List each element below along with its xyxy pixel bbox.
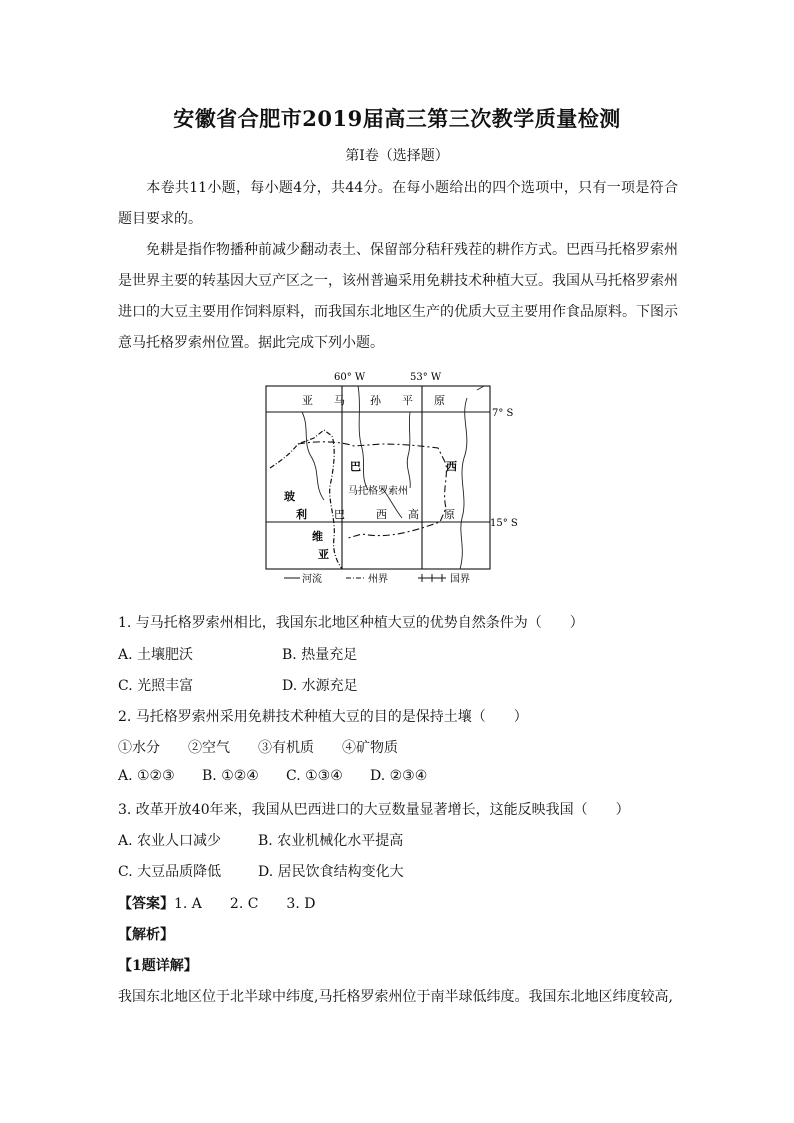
- place-label: 西: [376, 508, 387, 521]
- intro-paragraph: [118, 173, 678, 235]
- legend-state-border: 州界: [368, 574, 388, 585]
- question-3-stem: 3. 改革开放40年来，我国从巴西进口的大豆数量显著增长，这能反映我国（ ）: [118, 802, 630, 818]
- q3-option-d: D. 居民饮食结构变化大: [258, 864, 404, 880]
- place-label: 玻: [284, 490, 295, 503]
- place-label: 原: [434, 394, 445, 407]
- answer-text: 1. A 2. C 3. D: [174, 896, 316, 912]
- passage-paragraph: [118, 235, 678, 359]
- lat-label-15s: 15° S: [490, 518, 518, 529]
- q3-option-a: A. 农业人口减少: [118, 833, 222, 849]
- q1-option-c: C. 光照丰富: [118, 678, 194, 694]
- place-label: 高: [408, 508, 419, 521]
- q2-option-b: B. ①②④: [202, 768, 259, 784]
- q2-option-d: D. ②③④: [370, 768, 428, 784]
- place-label: 西: [446, 460, 457, 473]
- q1-option-a: A. 土壤肥沃: [118, 647, 194, 663]
- lon-label-53w: 53° W: [410, 372, 442, 383]
- place-label: 维: [312, 530, 323, 543]
- national-border: [270, 430, 342, 569]
- legend-national-border: 国界: [450, 574, 470, 585]
- question-2-items: ①水分 ②空气 ③有机质 ④矿物质: [118, 740, 398, 756]
- map-frame: [266, 386, 490, 569]
- intro-text: 本卷共11小题，每小题4分，共44分。在每小题给出的四个选项中，只有一项是符合题目要求的。: [118, 180, 678, 227]
- q3-option-b: B. 农业机械化水平提高: [258, 833, 404, 849]
- q3-option-c: C. 大豆品质降低: [118, 864, 222, 880]
- legend-river: 河流: [302, 574, 322, 585]
- lat-label-7s: 7° S: [492, 408, 514, 419]
- detail-label: 【1题详解】: [118, 958, 198, 974]
- page-title: 安徽省合肥市2019届高三第三次教学质量检测: [173, 106, 621, 131]
- place-label: 巴: [350, 460, 361, 473]
- place-label: 平: [402, 394, 413, 407]
- analysis-label: 【解析】: [118, 927, 174, 943]
- question-1-stem: 1. 与马托格罗索州相比，我国东北地区种植大豆的优势自然条件为（ ）: [118, 615, 584, 631]
- place-label: 亚: [318, 548, 329, 561]
- place-label: 孙: [370, 394, 381, 407]
- place-label: 巴: [334, 508, 345, 521]
- q1-option-b: B. 热量充足: [282, 647, 358, 663]
- place-label: 马: [334, 394, 345, 407]
- q2-option-a: A. ①②③: [118, 768, 175, 784]
- lon-label-60w: 60° W: [334, 372, 366, 383]
- state-label-mato-grosso: 马托格罗索州: [348, 486, 408, 497]
- place-label: 利: [296, 508, 307, 521]
- detail-text: 我国东北地区位于北半球中纬度,马托格罗索州位于南半球低纬度。我国东北地区纬度较高,: [118, 989, 673, 1005]
- mato-grosso-map: [262, 368, 532, 590]
- map-legend: [284, 572, 470, 585]
- question-2-stem: 2. 马托格罗索州采用免耕技术种植大豆的目的是保持土壤（ ）: [118, 709, 528, 725]
- section-subtitle: 第Ⅰ卷（选择题）: [345, 148, 449, 164]
- passage-text: 免耕是指作物播种前减少翻动表土、保留部分秸秆残茬的耕作方式。巴西马托格罗索州是世界主要的转基因大豆产区之一，该州普遍采用免耕技术种植大豆。我国从马托格罗索州进口的大豆主要用作饲料原料，而我国东北地区生产的优质大豆主要用作食品原料。下图示意马托格罗索州位置。据此完成下列小题。: [118, 242, 678, 351]
- q2-option-c: C. ①③④: [286, 768, 343, 784]
- rivers: [302, 386, 484, 569]
- place-label: 原: [444, 508, 455, 521]
- place-label: 亚: [302, 394, 313, 407]
- q1-option-d: D. 水源充足: [282, 678, 358, 694]
- answer-line: [118, 893, 315, 913]
- answer-label: 【答案】: [118, 896, 174, 912]
